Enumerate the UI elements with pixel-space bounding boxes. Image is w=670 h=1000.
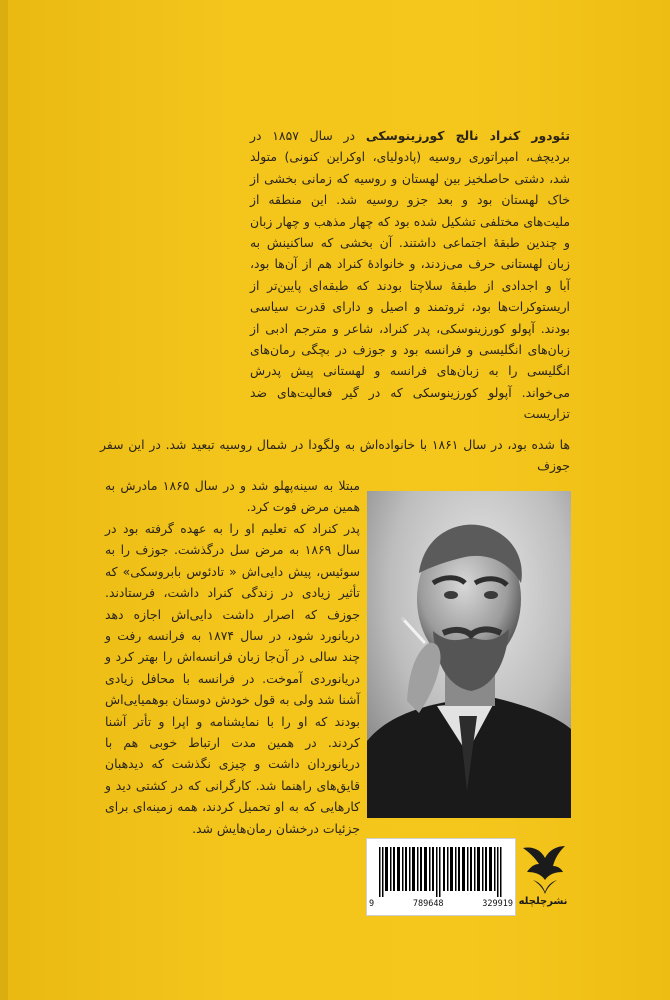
barcode-bars — [379, 847, 503, 897]
publisher-name: نشرچلچله — [518, 896, 568, 907]
barcode-digit-prefix: 9 — [369, 899, 375, 909]
spine-shadow — [0, 0, 8, 1000]
bio-paragraph-3: مبتلا به سینه‌پهلو شد و در سال ۱۸۶۵ مادرش به همین مرض فوت کرد. — [105, 478, 360, 515]
barcode-digit-group-1: 789648 — [412, 899, 444, 909]
swallow-bird-icon — [519, 840, 567, 896]
isbn-barcode — [366, 838, 516, 916]
bio-paragraph-2: ها شده بود، در سال ۱۸۶۱ با خانواده‌اش به ولگودا در شمال روسیه تبعید شد. در این سفر جوزف — [100, 437, 570, 474]
author-full-name: تئودور کنراد نالچ کورزینوسکی — [365, 128, 570, 143]
bio-paragraph-1 — [250, 125, 570, 425]
bio-paragraph-1-text: در سال ۱۸۵۷ در بردیچف، امپراتوری روسیه (پادولیای، اوکراین کنونی) متولد شد، دشتی حاصلخیز بین لهستان و روسیه که زمانی بخشی از خاک لهستان بود و بعد جزو روسیه شد. این منطقه از ملیت‌های مختلفی تشکیل شده بود که چهار مذهب و چهار زبان و چندین طبقهٔ اجتماعی داشتند. آن بخشی که ساکنینش به زبان لهستانی حرف می‌زدند، و خانوادهٔ کنراد هم از آن‌ها بود، آبا و اجدادی از طبقهٔ سلاچتا بودند که طبقه‌ای پایین‌تر از اریستوکرات‌ها بود، ثروتمند و اصیل و دارای قدرت سیاسی بودند. آپولو کورزینوسکی، پدر کنراد، شاعر و مترجم ادبی از زبان‌های انگلیسی و فرانسه بود و جوزف در بچگی رمان‌های انگلیسی را به زبان‌های فرانسه و لهستانی پیش پدرش می‌خواند. آپولو کورزینوسکی که در گیر فعالیت‌های ضد تزاریست — [250, 128, 570, 422]
barcode-digits — [369, 899, 513, 909]
bio-paragraph-4: پدر کنراد که تعلیم او را به عهده گرفته بود در سال ۱۸۶۹ به مرض سل درگذشت. جوزف را به سوئیس، پیش دایی‌اش « تادئوس بابروسکی» که تأثیر زیادی در زندگی کنراد داشت، فرستادند. جوزف که اصرار داشت دایی‌اش اجازه دهد دریانورد شود، در سال ۱۸۷۴ به فرانسه رفت و چند سالی در آن‌جا زبان فرانسه‌اش را بهتر کرد و دریانوردی آموخت. در فرانسه با محافل زیادی آشنا شد ولی به قول خودش دوستان بوهمیایی‌اش بودند که او را با نمایشنامه و اپرا و تأتر آشنا کردند. در همین مدت ارتباط خوبی هم با دریانوردان داشت و چیزی نگذشت که دیدهبان قایق‌های راهنما شد. کارگرانی که در کشتی دید و کارهایی که به او تحمیل کردند، همه زمینه‌ای برای جزئیات درخشان رمان‌هایش شد. — [105, 521, 360, 836]
barcode-digit-group-2: 329919 — [482, 899, 513, 909]
author-portrait-photo — [367, 491, 571, 818]
